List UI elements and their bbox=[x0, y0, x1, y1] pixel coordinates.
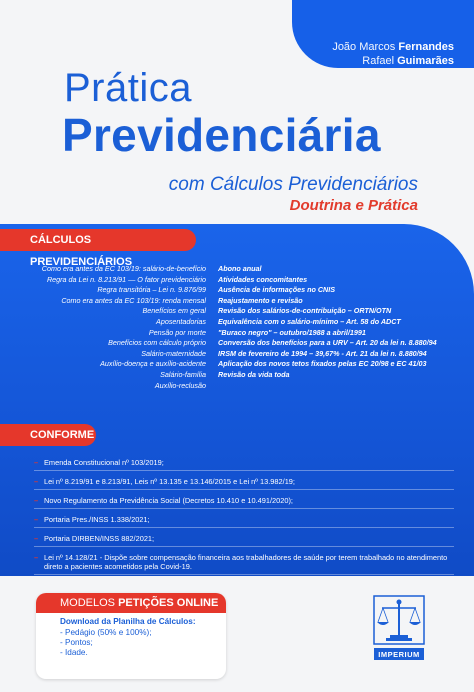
download-item: - Pedágio (50% e 100%); bbox=[60, 628, 152, 637]
conforme-item: – Lei nº 14.128/21 - Dispõe sobre compensação financeira aos trabalhadores de saúde por terem trabalhado no atendimento direto a pacientes acometidos pela Covid-19. bbox=[34, 553, 454, 575]
calculos-left-item: Aposentadorias bbox=[156, 316, 206, 326]
calculos-right-item: Revisão dos salários-de-contribuição – ORTN/OTN bbox=[218, 306, 392, 316]
calculos-right-list bbox=[218, 264, 474, 381]
subtitle: com Cálculos Previdenciários bbox=[168, 174, 418, 195]
dash-bullet: – bbox=[34, 515, 39, 524]
calculos-left-item: Regra da Lei n. 8.213/91 — O fator previdenciário bbox=[46, 274, 206, 284]
calculos-right-item: Atividades concomitantes bbox=[218, 274, 308, 284]
calculos-left-item: Regra transitória – Lei n. 9.876/99 bbox=[97, 285, 206, 295]
modelos-heading: MODELOS PETIÇÕES ONLINE bbox=[36, 593, 226, 613]
download-item: - Idade. bbox=[60, 648, 88, 657]
calculos-left-item: Como era antes da EC 103/19: renda mensal bbox=[61, 295, 206, 305]
conforme-item: – Portaria DIRBEN/INSS 882/2021; bbox=[34, 534, 454, 547]
conforme-item: – Emenda Constitucional nº 103/2019; bbox=[34, 458, 454, 471]
author-2: Rafael Guimarães bbox=[362, 55, 454, 67]
dash-bullet: – bbox=[34, 534, 39, 543]
calculos-left-list bbox=[0, 264, 206, 391]
calculos-right-item: Aplicação dos novos tetos fixados pelas EC 20/98 e EC 41/03 bbox=[218, 359, 427, 369]
conforme-list bbox=[34, 458, 454, 581]
calculos-right-item: Revisão da vida toda bbox=[218, 369, 290, 379]
subtitle-tagline: Doutrina e Prática bbox=[289, 197, 418, 214]
conforme-item: – Portaria Pres./INSS 1.338/2021; bbox=[34, 515, 454, 528]
dash-bullet: – bbox=[34, 496, 39, 505]
calculos-left-item: Salário-família bbox=[160, 369, 206, 379]
author-1: João Marcos Fernandes bbox=[332, 41, 454, 53]
publisher-name: IMPERIUM bbox=[378, 650, 420, 659]
download-label: Download da Planilha de Cálculos: bbox=[60, 617, 196, 626]
dash-bullet: – bbox=[34, 458, 39, 467]
calculos-heading: CÁLCULOS PREVIDENCIÁRIOS bbox=[0, 229, 196, 251]
conforme-heading: CONFORME bbox=[0, 424, 96, 446]
calculos-right-item: Equivalência com o salário-mínimo – Art. 58 do ADCT bbox=[218, 316, 401, 326]
calculos-left-item: Pensão por morte bbox=[148, 327, 206, 337]
calculos-left-item: Auxílio-doença e auxílio-acidente bbox=[100, 359, 206, 369]
calculos-right-item: Abono anual bbox=[218, 264, 262, 273]
title-line-2: Previdenciária bbox=[62, 109, 381, 161]
calculos-left-item: Benefícios em geral bbox=[142, 306, 206, 316]
conforme-item: – Novo Regulamento da Previdência Social (Decretos 10.410 e 10.491/2020); bbox=[34, 496, 454, 509]
dash-bullet: – bbox=[34, 477, 39, 486]
publisher-logo bbox=[373, 594, 425, 666]
calculos-right-item: "Buraco negro" – outubro/1988 a abril/1991 bbox=[218, 327, 366, 337]
calculos-left-item: Auxílio-reclusão bbox=[154, 380, 206, 390]
calculos-left-item: Como era antes da EC 103/19: salário-de-benefício bbox=[41, 264, 206, 273]
authors bbox=[332, 40, 454, 68]
conforme-item: – Lei nº 8.219/91 e 8.213/91, Leis nº 13.135 e 13.146/2015 e Lei nº 13.982/19; bbox=[34, 477, 454, 490]
calculos-right-item: Reajustamento e revisão bbox=[218, 295, 303, 305]
modelos-peticoes-box bbox=[36, 593, 226, 679]
title-line-1: Prática bbox=[64, 66, 192, 110]
calculos-right-item: Conversão dos benefícios para a URV – Art. 20 da lei n. 8.880/94 bbox=[218, 338, 437, 348]
calculos-right-item: Ausência de informações no CNIS bbox=[218, 285, 336, 295]
dash-bullet: – bbox=[34, 553, 39, 562]
download-item: - Pontos; bbox=[60, 638, 93, 647]
scales-of-justice-icon bbox=[374, 596, 424, 644]
calculos-right-item: IRSM de fevereiro de 1994 – 39,67% - Art. 21 da lei n. 8.880/94 bbox=[218, 348, 427, 358]
calculos-left-item: Benefícios com cálculo próprio bbox=[108, 338, 206, 348]
calculos-left-item: Salário-maternidade bbox=[141, 348, 206, 358]
